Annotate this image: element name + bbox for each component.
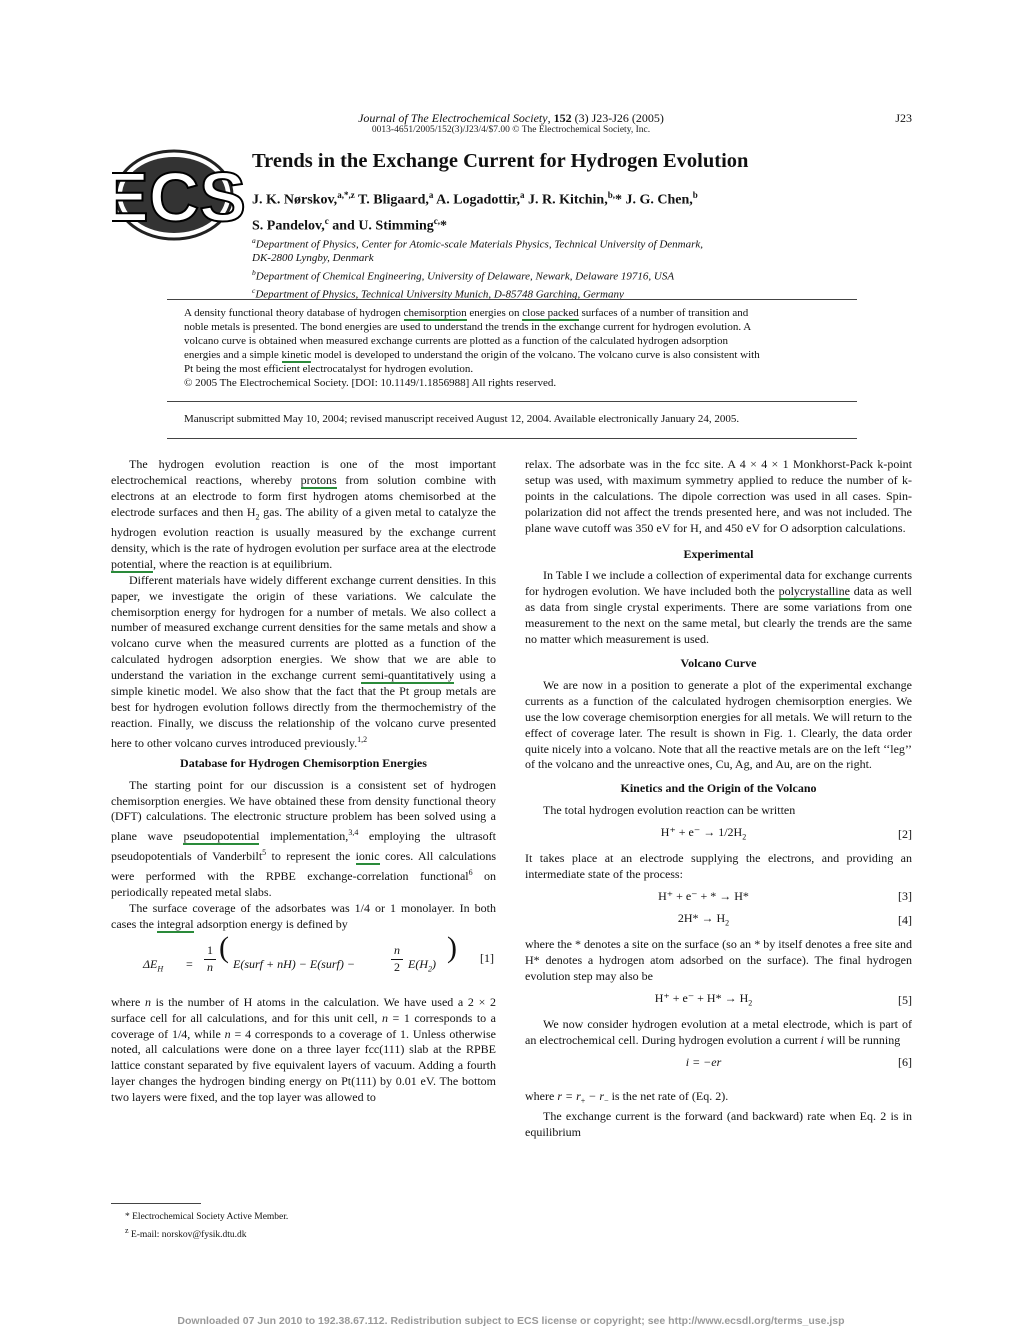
equation-2	[525, 825, 912, 845]
abstract	[184, 307, 839, 390]
abstract-line: noble metals is presented. The bond energies are used to understand the trends in the exchange current for hydrogen evolution. A	[184, 320, 752, 333]
text: where	[525, 1089, 558, 1104]
footnote	[111, 1224, 496, 1242]
glossary-link[interactable]: kinetic	[281, 348, 312, 361]
author-name: T. Bligaard,	[357, 192, 429, 208]
equation-number: [2]	[898, 827, 912, 842]
journal-issue: (3) J23-J26 (2005)	[574, 111, 664, 125]
equation-body	[525, 911, 882, 931]
glossary-link[interactable]: close packed	[522, 307, 579, 319]
affiliation	[252, 266, 872, 284]
author-line-1	[252, 185, 872, 211]
journal-volume: 152	[553, 111, 572, 125]
author-affil-mark: a	[428, 190, 434, 200]
affil-text: Department of Physics, Technical University Munich, D-85748 Garching, Germany	[255, 288, 624, 301]
section-heading: Kinetics and the Origin of the Volcano	[620, 781, 817, 796]
equation-number: [4]	[898, 913, 912, 928]
text: where	[111, 994, 145, 1009]
left-column	[111, 457, 496, 1106]
math-var: r = r	[557, 1089, 581, 1104]
abstract-copyright: © 2005 The Electrochemical Society. [DOI: 10.1149/1.1856988] All rights reserved.	[184, 376, 557, 389]
text: 2H* → H	[677, 911, 726, 926]
ecs-logo-icon	[112, 143, 247, 248]
text: H⁺ + e⁻ → 1/2H	[660, 825, 743, 840]
paragraph: The exchange current is the forward (and backward) rate when Eq. 2 is in equilibrium	[525, 1109, 912, 1140]
author-affil-mark: a	[519, 190, 525, 200]
paragraph: It takes place at an electrode supplying the electrons, and providing an intermediate state of the process:	[525, 851, 912, 882]
author-name: J. K. Nørskov,	[252, 192, 338, 208]
footnote-text: Electrochemical Society Active Member.	[129, 1212, 289, 1222]
text: is the number of H atoms in the calculation. We have used a 2 × 2 surface cell for all calculations, and for this unit cell,	[111, 994, 496, 1025]
paragraph	[111, 573, 496, 752]
right-column	[525, 457, 912, 1141]
text: surfaces of a number of transition and	[578, 307, 749, 319]
footnote-mark: *	[125, 1212, 130, 1222]
author-name: A. Logadottir,	[436, 192, 520, 208]
denominator: 2	[394, 959, 400, 974]
text: from solution combine with electrons at an electrode to form first hydrogen atoms chemisorbed at the electrode surfaces and then H	[111, 472, 497, 519]
reference-link[interactable]: 6	[468, 868, 473, 878]
equation-number: [1]	[480, 950, 494, 965]
paragraph	[111, 995, 496, 1106]
text: E(H	[408, 956, 428, 971]
equation-number: [5]	[898, 993, 912, 1008]
text: A density functional theory database of hydrogen	[184, 307, 404, 319]
section-heading: Volcano Curve	[680, 655, 757, 670]
affil-text: Department of Physics, Center for Atomic-scale Materials Physics, Technical University of Denmark,	[255, 238, 704, 251]
journal-name: Journal of The Electrochemical Society	[358, 111, 548, 125]
header-bottom-rule	[167, 438, 857, 439]
author-affil-mark: b	[692, 190, 698, 200]
text: = 4 corresponds to a coverage of 1. Unless otherwise noted, all calculations were done on a three layer fcc(111) slab at the RPBE lattice constant separated by five equivalent layers of vacuum. Adding a fourth layer changes the hydrogen binding energy on Pt(111) by 0.01 eV. The bottom two layers were fixed, and the top layer was allowed to	[111, 1026, 497, 1105]
subscript: +	[580, 1096, 586, 1106]
author-name: J. R. Kitchin,	[527, 192, 608, 208]
footnote-rule	[111, 1203, 201, 1204]
text: = 1 corresponds to a coverage of 1/4, while	[111, 1010, 497, 1041]
footnote	[111, 1211, 496, 1224]
reference-link[interactable]: 5	[262, 848, 267, 858]
copyright-line: 0013-4651/2005/152(3)/J23/4/$7.00 © The Electrochemical Society, Inc.	[371, 125, 651, 135]
equation-1	[111, 930, 496, 987]
abstract-line: Pt being the most efficient electrocatalyst for hydrogen evolution.	[184, 362, 474, 375]
footnotes	[111, 1211, 496, 1242]
page-number: J23	[895, 111, 912, 125]
reference-link[interactable]: 1,2	[357, 734, 368, 744]
glossary-link[interactable]: protons	[300, 472, 337, 487]
text: using a simple kinetic model. We also show that the fact that the Pt group metals are best for hydrogen evolution follows directly from the thermochemistry of the reaction. Finally, we discuss the relationship of the volcano curve presented here to other volcano curves introduced previously.	[111, 668, 496, 750]
text: implementation,	[259, 829, 349, 844]
author-affil-mark: c	[324, 215, 329, 226]
eq-delta	[143, 957, 163, 977]
equation-number: [6]	[898, 1055, 912, 1070]
equation-body	[525, 825, 882, 845]
text: is the net rate of (Eq. 2).	[608, 1089, 729, 1104]
math-var: n	[224, 1026, 231, 1041]
logo-text: ECS	[112, 158, 246, 236]
equation-body	[525, 991, 882, 1011]
author-affil-mark: b,	[607, 190, 615, 200]
eq-term: E(surf + nH) − E(surf) −	[233, 956, 355, 971]
eq-equals: =	[186, 956, 193, 971]
author-name: S. Pandelov,	[252, 218, 325, 234]
glossary-link[interactable]: semi-quantitatively	[361, 668, 455, 683]
glossary-link[interactable]: integral	[156, 916, 194, 931]
affil-mark: c	[252, 286, 256, 296]
text: ΔE	[143, 956, 158, 971]
text: employing the ultrasoft pseudopotentials of Vanderbilt	[111, 829, 496, 864]
abstract-line: volcano curve is obtained when measured exchange currents are plotted as a function of the calculated hydrogen adsorption	[184, 334, 728, 347]
equation-body: i = −er	[685, 1055, 722, 1070]
affil-mark: a	[252, 236, 256, 245]
math-var: i	[820, 1033, 824, 1048]
abstract-line	[184, 349, 839, 363]
text: We now consider hydrogen evolution at a metal electrode, which is part of an electrochemical cell. During hydrogen evolution a current	[525, 1017, 912, 1048]
equation-3	[525, 889, 912, 905]
numerator: n	[394, 942, 400, 957]
affiliation	[252, 234, 872, 252]
text: data as well as data from single crystal experiments. There are some variations from one measurement to the next on the same metal, but clearly the trends are the same no matter which measurement is used.	[525, 584, 912, 647]
equation-number: [3]	[898, 889, 912, 904]
paragraph	[111, 901, 496, 933]
math-var: n	[382, 1010, 389, 1025]
text: The hydrogen evolution reaction is one of the most important electrochemical reactions, whereby	[111, 457, 496, 487]
equation-4	[525, 911, 912, 931]
text: on periodically repeated metal slabs.	[111, 869, 497, 900]
equation-body: H⁺ + e⁻ + * → H*	[658, 889, 749, 904]
equation-5	[525, 991, 912, 1011]
text: gas. The ability of a given metal to catalyze the hydrogen evolution reaction is usually measured by the exchange current density, which is the rate of hydrogen evolution per surface area at the electrode	[111, 504, 496, 555]
paper-title: Trends in the Exchange Current for Hydrogen Evolution	[252, 150, 749, 172]
glossary-link[interactable]: polycrystalline	[778, 584, 850, 599]
footnote-mark: z	[125, 1226, 129, 1235]
paragraph	[525, 1017, 912, 1049]
abstract-line	[184, 307, 839, 321]
author-line-2	[252, 211, 872, 237]
equation-6	[525, 1055, 912, 1071]
section-heading: Experimental	[683, 546, 754, 561]
numerator: 1	[207, 942, 213, 957]
paragraph	[525, 568, 912, 648]
affil-text: Department of Chemical Engineering, University of Delaware, Newark, Delaware 19716, USA	[255, 270, 675, 283]
author-list	[252, 185, 872, 236]
subscript: 2	[748, 998, 753, 1008]
text: adsorption energy is defined by	[193, 916, 348, 931]
glossary-link[interactable]: ionic	[355, 849, 380, 864]
author-name: and U. Stimming	[332, 218, 434, 234]
text: cores. All calculations were performed with the RPBE exchange-correlation functional	[111, 849, 496, 884]
paragraph	[111, 457, 496, 573]
subscript: 2	[742, 832, 747, 842]
glossary-link[interactable]: pseudopotential	[183, 829, 260, 844]
section-heading: Database for Hydrogen Chemisorption Energies	[180, 755, 427, 770]
paragraph: The total hydrogen evolution reaction can be written	[543, 803, 796, 818]
abstract-bottom-rule	[167, 401, 857, 402]
text: to represent the	[266, 849, 356, 864]
text: The surface coverage of the adsorbates was 1/4 or 1 monolayer. In both cases the	[111, 900, 496, 931]
text: , where the reaction is at equilibrium.	[153, 556, 333, 571]
subscript: −	[604, 1096, 609, 1106]
subscript: H	[157, 964, 164, 974]
glossary-link[interactable]: potential	[111, 556, 153, 571]
text: Different materials have widely different exchange current densities. In this paper, we investigate the origin of these variations. We calculate the chemisorption energy for hydrogen for a number of metals. We also collect a number of measured exchange current densities for the same metals and show a volcano curve when the measured currents are plotted as a function of the calculated hydrogen adsorption energies. We show that we are able to understand the variation in the exchange current	[111, 572, 496, 683]
math-var: n	[144, 994, 151, 1009]
eq-fraction	[204, 943, 216, 976]
journal-header: Journal of The Electrochemical Society, 152 (3) J23-J26 (2005)	[358, 111, 664, 125]
footnote-text: E-mail: norskov@fysik.dtu.dk	[128, 1230, 247, 1241]
text: H⁺ + e⁻ + H* → H	[654, 991, 749, 1006]
subscript: 2	[725, 918, 730, 928]
manuscript-dates: Manuscript submitted May 10, 2004; revised manuscript received August 12, 2004. Available electronically January 24, 2005.	[184, 413, 740, 425]
right-paren: )	[447, 930, 457, 964]
math-var: − r	[585, 1089, 605, 1104]
left-paren: (	[219, 930, 229, 964]
text: In Table I we include a collection of experimental data for exchange currents for hydrogen evolution. We have included both the	[525, 568, 912, 599]
text: The starting point for our discussion is a consistent set of hydrogen chemisorption energies. We have obtained these from density functional theory (DFT) calculations. The electronic structure problem has been solved using a plane wave	[111, 777, 496, 844]
text: )	[432, 956, 436, 971]
paragraph: relax. The adsorbate was in the fcc site. A 4 × 4 × 1 Monkhorst-Pack k-point setup was used, with maximum symmetry applied to reduce the number of k-points in the calculations. The dipole correction was used in all cases. Spin-polarization did not affect the trends presented here, and was not included. The plane wave cutoff was 350 eV for H, and 450 eV for O adsorption calculations.	[525, 457, 912, 535]
paragraph: We are now in a position to generate a plot of the experimental exchange currents as a function of the calculated hydrogen chemisorption energies. We use the low coverage chemisorption energies for all metals. We will return to the effect of coverage later. The result is shown in Fig. 1. Clearly, the data order quite nicely into a volcano. Note that all the reactive metals are on the left ‘‘leg’’ of the volcano and the unreactive ones, Cu, Ag, and Au, are on the right.	[525, 677, 912, 772]
paragraph	[525, 1089, 912, 1109]
eq-term	[408, 957, 436, 977]
abstract-top-rule	[167, 299, 857, 300]
subscript: 2	[255, 512, 260, 522]
text: will be running	[823, 1033, 901, 1048]
affiliations	[252, 234, 872, 302]
author-affil-mark: c,	[433, 215, 441, 226]
author-name: * J. G. Chen,	[614, 192, 693, 208]
text: energies and a simple	[184, 348, 282, 361]
affil-text: DK-2800 Lyngby, Denmark	[252, 252, 374, 265]
paragraph: where the * denotes a site on the surface (so an * by itself denotes a free site and H* denotes a hydrogen atom adsorbed on the surface). The final hydrogen evolution step may also be	[525, 937, 912, 984]
subscript: 2	[428, 964, 432, 974]
text: model is developed to understand the origin of the volcano. The volcano curve is also consistent with	[311, 348, 760, 361]
glossary-link[interactable]: chemisorption	[403, 307, 467, 319]
affiliation	[252, 252, 872, 266]
eq-fraction	[391, 943, 403, 976]
author-affil-mark: a,*,z	[337, 190, 355, 200]
author-name: *	[440, 218, 448, 234]
affil-mark: b	[252, 267, 256, 277]
text: energies on	[466, 307, 523, 319]
download-notice: Downloaded 07 Jun 2010 to 192.38.67.112. Redistribution subject to ECS license or copyright; see http://www.ecsdl.org/terms_use.jsp	[177, 1315, 845, 1327]
paragraph	[111, 778, 496, 901]
denominator: n	[207, 959, 213, 974]
reference-link[interactable]: 3,4	[348, 828, 359, 838]
